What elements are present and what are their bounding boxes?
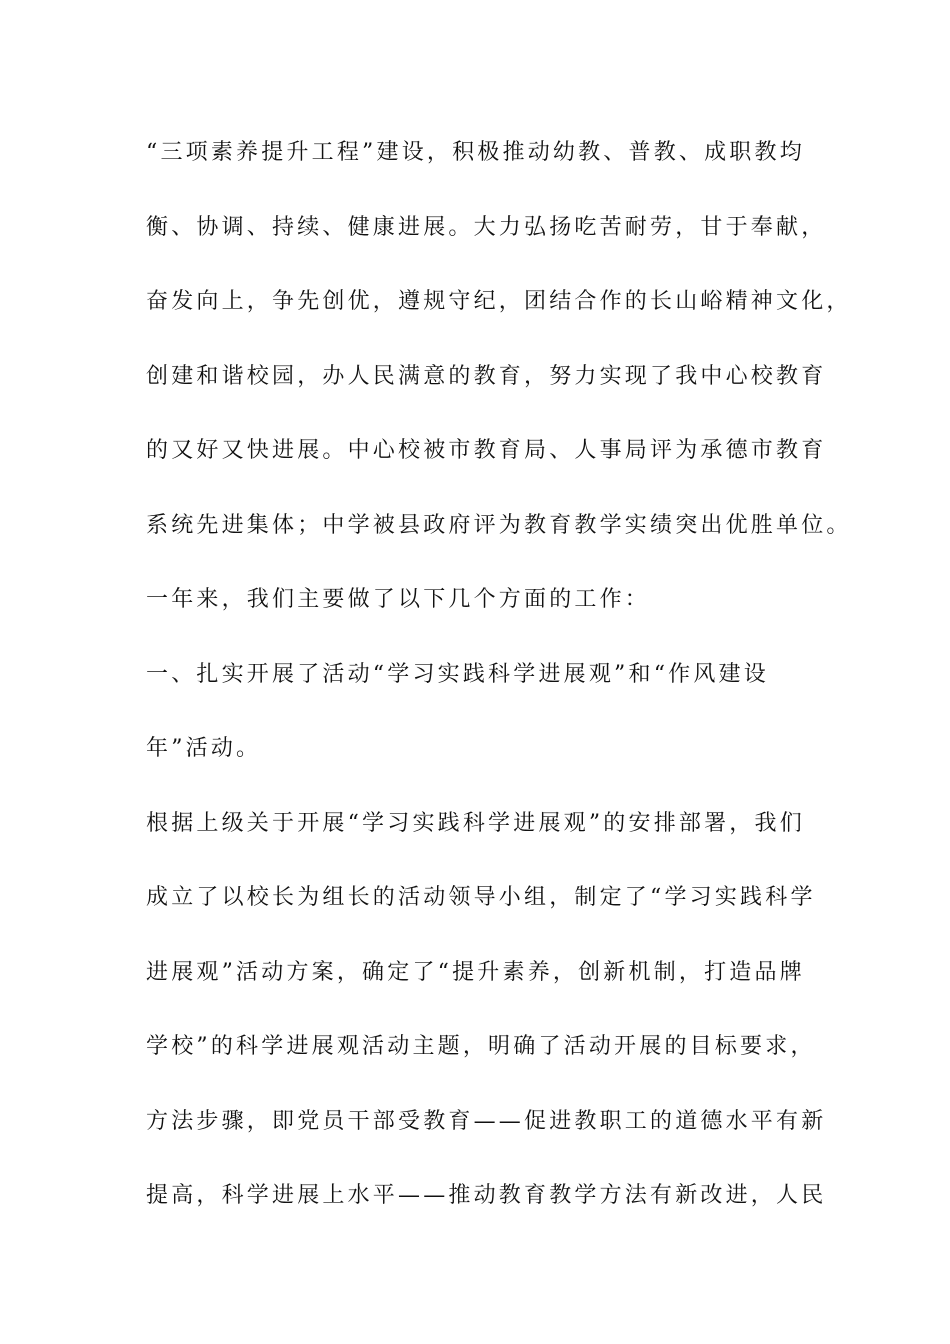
- text-line: 的又好又快进展。中心校被市教育局、人事局评为承德市教育: [146, 438, 827, 463]
- text-line: 系统先进集体；中学被县政府评为教育教学实绩突出优胜单位。: [146, 512, 852, 538]
- text-line: 创建和谐校园，办人民满意的教育，努力实现了我中心校教育: [146, 363, 827, 389]
- text-line: 奋发向上，争先创优，遵规守纪，团结合作的长山峪精神文化，: [146, 289, 852, 314]
- text-line: “三项素养提升工程”建设，积极推动幼教、普教、成职教均: [146, 140, 805, 165]
- text-line: 进展观”活动方案，确定了“提升素养，创新机制，打造品牌: [146, 959, 805, 985]
- body-text: [146, 131, 852, 1249]
- text-line: 提高，科学进展上水平——推动教育教学方法有新改进，人民: [146, 1183, 827, 1208]
- text-line: 方法步骤，即党员干部受教育——促进教职工的道德水平有新: [146, 1108, 827, 1134]
- text-line: 一年来，我们主要做了以下几个方面的工作：: [146, 587, 651, 612]
- text-line: 学校”的科学进展观活动主题，明确了活动开展的目标要求，: [146, 1034, 816, 1059]
- text-line: 成立了以校长为组长的活动领导小组，制定了“学习实践科学: [146, 885, 816, 910]
- text-line: 衡、协调、持续、健康进展。大力弘扬吃苦耐劳，甘于奉献，: [146, 214, 827, 240]
- text-line: 根据上级关于开展“学习实践科学进展观”的安排部署，我们: [146, 810, 805, 836]
- section-heading-line: 一、扎实开展了活动“学习实践科学进展观”和“作风建设: [146, 661, 769, 687]
- section-heading-line: 年”活动。: [146, 736, 262, 761]
